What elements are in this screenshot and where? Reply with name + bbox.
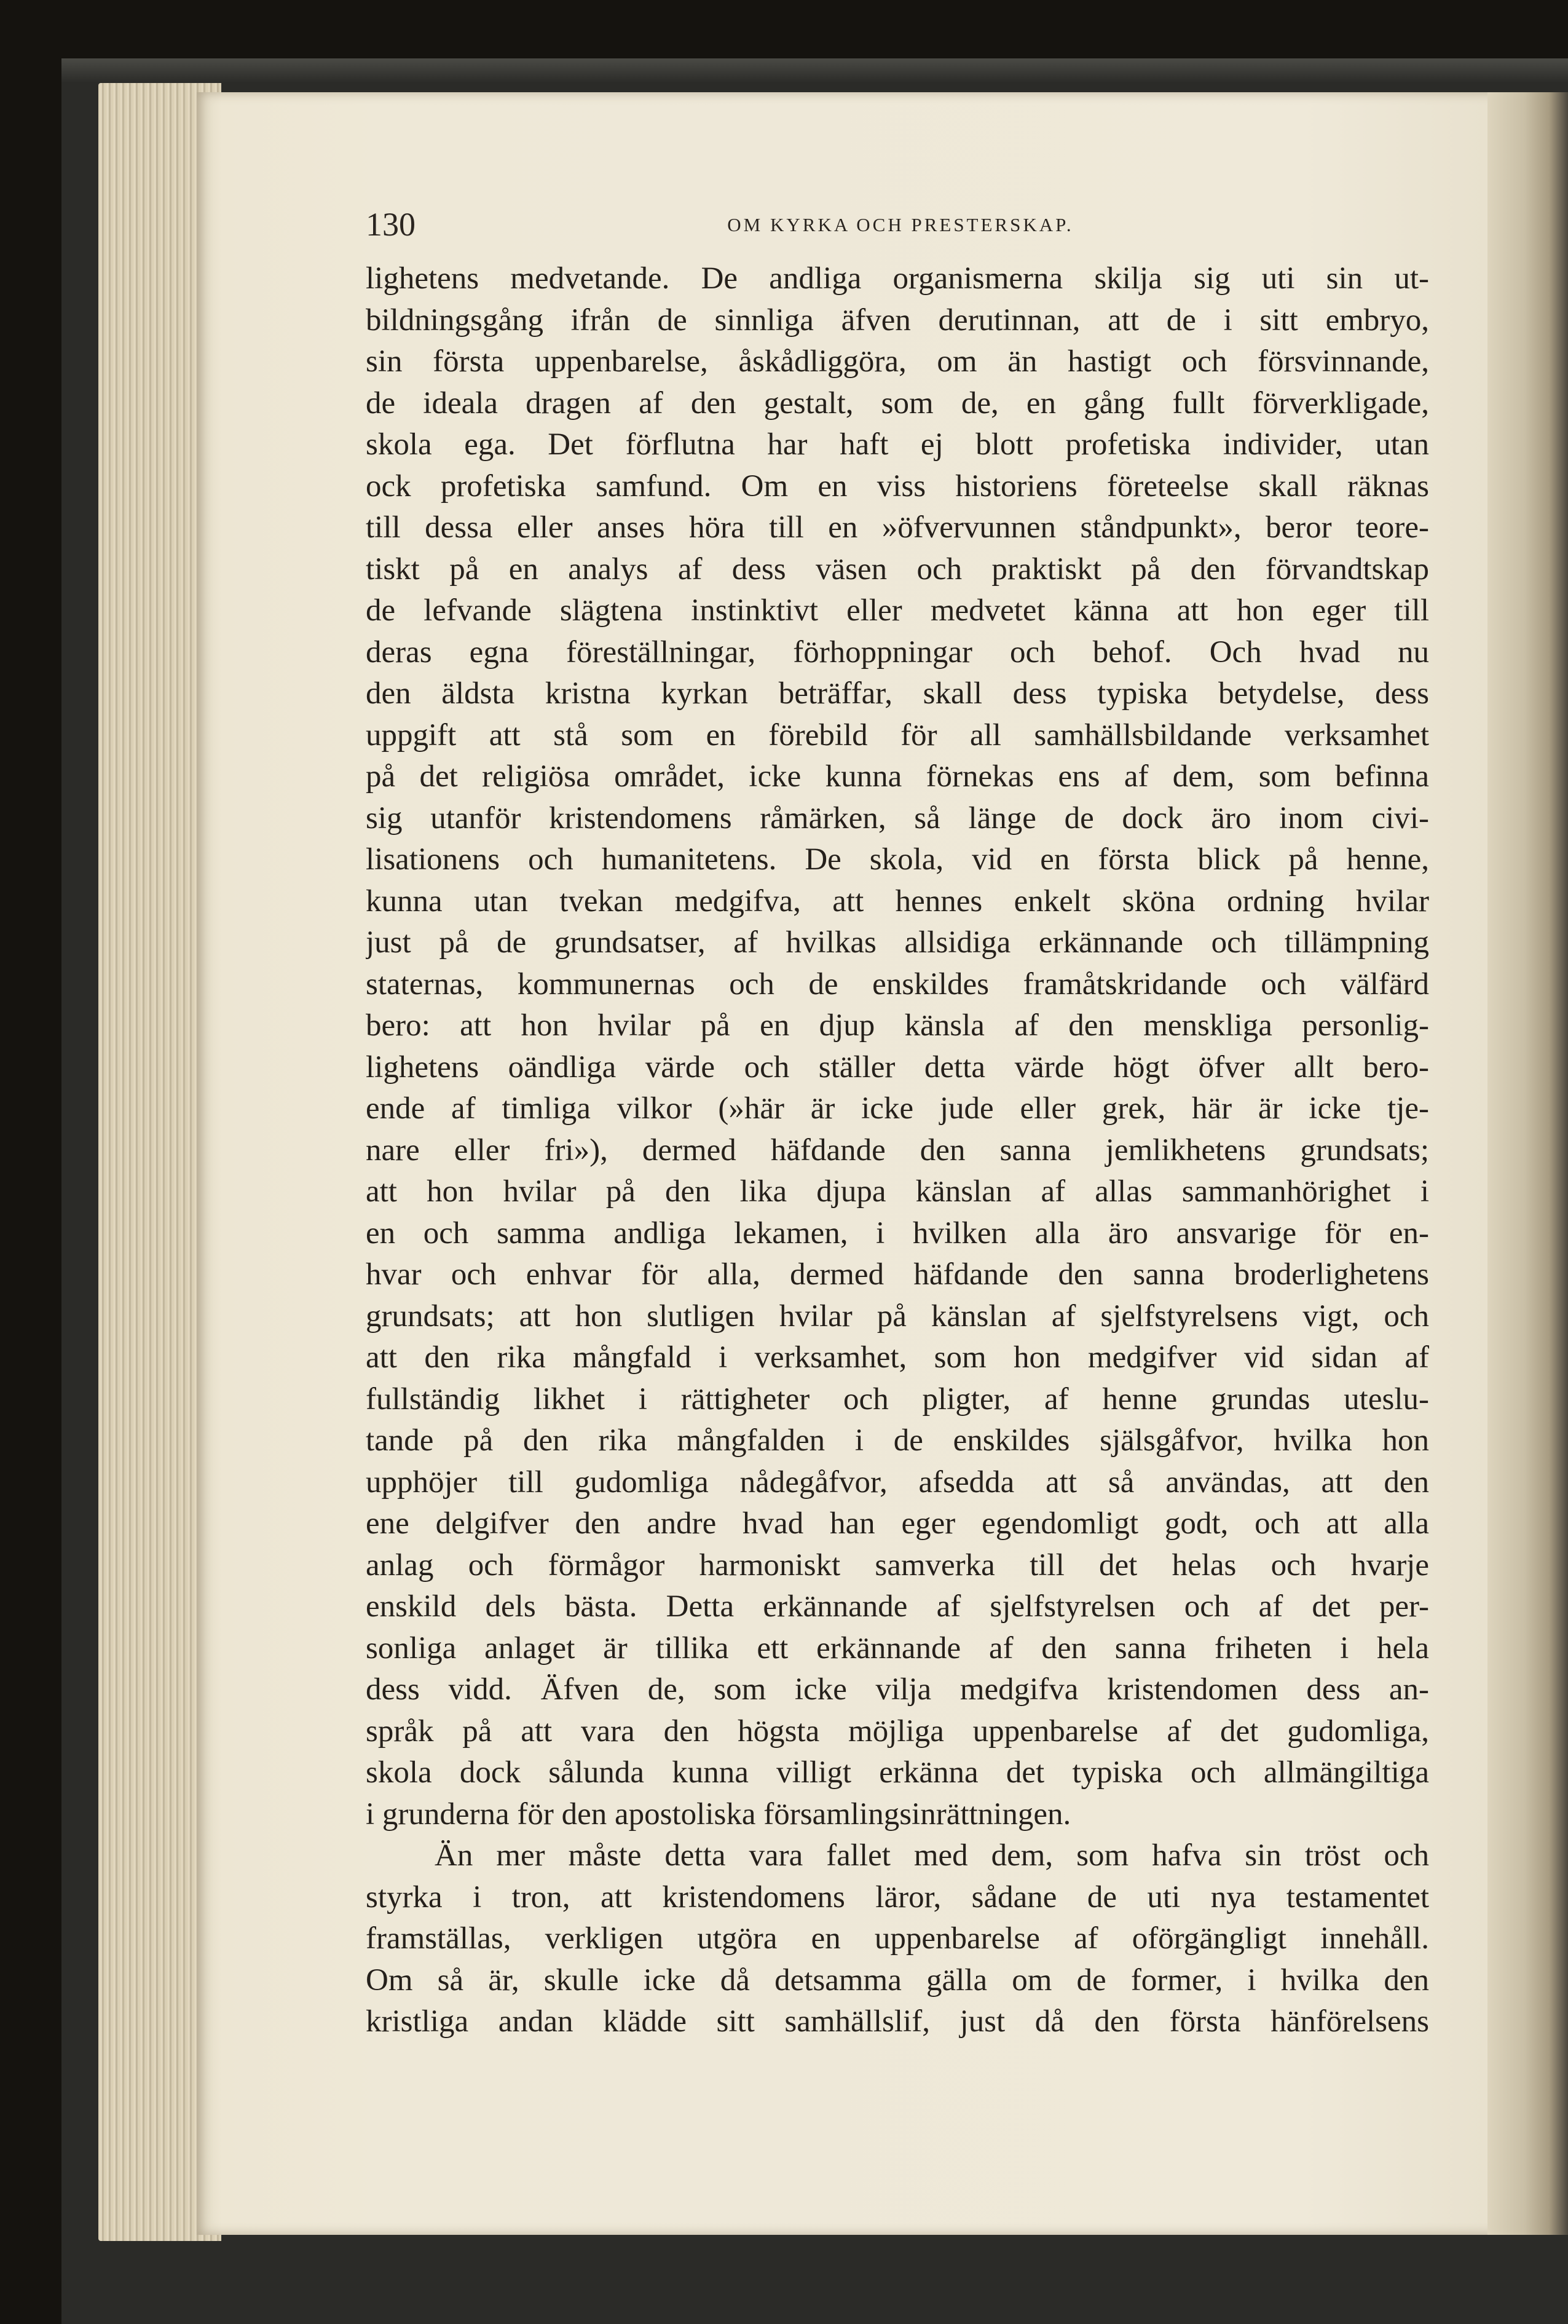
text-line: Om så är, skulle icke då detsamma gälla om de former, i hvilka den bbox=[366, 1962, 1429, 1998]
text-line: grundsats; att hon slutligen hvilar på känslan af sjelfstyrelsens vigt, och bbox=[366, 1298, 1429, 1334]
text-line: tande på den rika mångfalden i de enskildes själsgåfvor, hvilka hon bbox=[366, 1423, 1429, 1458]
text-line: ende af timliga vilkor (»här är icke jude eller grek, här är icke tje- bbox=[366, 1091, 1429, 1126]
text-line: skola dock sålunda kunna villigt erkänna det typiska och allmängiltiga bbox=[366, 1755, 1429, 1790]
cover-edge bbox=[61, 58, 1568, 83]
text-line: lighetens oändliga värde och ställer detta värde högt öfver allt bero- bbox=[366, 1049, 1429, 1085]
text-line: dess vidd. Äfven de, som icke vilja medgifva kristendomen dess an- bbox=[366, 1672, 1429, 1707]
text-line: sig utanför kristendomens råmärken, så länge de dock äro inom civi- bbox=[366, 800, 1429, 836]
text-line: hvar och enhvar för alla, dermed häfdande den sanna broderlighetens bbox=[366, 1257, 1429, 1292]
text-line: till dessa eller anses höra till en »öfvervunnen ståndpunkt», beror teore- bbox=[366, 510, 1429, 545]
text-line: upphöjer till gudomliga nådegåfvor, afsedda att så användas, att den bbox=[366, 1464, 1429, 1500]
text-line: framställas, verkligen utgöra en uppenbarelse af oförgängligt innehåll. bbox=[366, 1921, 1429, 1956]
text-line: de lefvande slägtena instinktivt eller medvetet känna att hon eger till bbox=[366, 593, 1429, 628]
running-head: OM KYRKA OCH PRESTERSKAP. bbox=[727, 214, 1074, 235]
text-line: staternas, kommunernas och de enskildes framåtskridande och välfärd bbox=[366, 966, 1429, 1002]
text-line: att den rika mångfald i verksamhet, som hon medgifver vid sidan af bbox=[366, 1340, 1429, 1375]
text-line: bero: att hon hvilar på en djup känsla af den menskliga personlig- bbox=[366, 1008, 1429, 1043]
text-line: styrka i tron, att kristendomens läror, sådane de uti nya testamentet bbox=[366, 1879, 1429, 1915]
text-line: lisationens och humanitetens. De skola, vid en första blick på henne, bbox=[366, 842, 1429, 877]
text-line: att hon hvilar på den lika djupa känslan af allas sammanhörighet i bbox=[366, 1174, 1429, 1209]
text-line: skola ega. Det förflutna har haft ej blott profetiska individer, utan bbox=[366, 427, 1429, 462]
text-line: den äldsta kristna kyrkan beträffar, skall dess typiska betydelse, dess bbox=[366, 676, 1429, 711]
paragraph-end-line: i grunderna för den apostoliska församlingsinrättningen. bbox=[366, 1796, 1071, 1832]
text-line: fullständig likhet i rättigheter och pligter, af henne grundas uteslu- bbox=[366, 1381, 1429, 1417]
text-line: lighetens medvetande. De andliga organismerna skilja sig uti sin ut- bbox=[366, 261, 1429, 296]
body-text bbox=[366, 258, 1429, 2043]
text-line: nare eller fri»), dermed häfdande den sanna jemlikhetens grundsats; bbox=[366, 1132, 1429, 1168]
text-line: på det religiösa området, icke kunna förnekas ens af dem, som befinna bbox=[366, 759, 1429, 794]
text-line: sonliga anlaget är tillika ett erkännande af den sanna friheten i hela bbox=[366, 1630, 1429, 1666]
paragraph-start-line: Än mer måste detta vara fallet med dem, som hafva sin tröst och bbox=[435, 1838, 1429, 1873]
text-line: ene delgifver den andre hvad han eger egendomligt godt, och att alla bbox=[366, 1506, 1429, 1541]
gutter-shadow bbox=[1487, 92, 1568, 2235]
text-line: bildningsgång ifrån de sinnliga äfven derutinnan, att de i sitt embryo, bbox=[366, 302, 1429, 338]
text-line: kristliga andan klädde sitt samhällslif, just då den första hänförelsens bbox=[366, 2004, 1429, 2039]
text-line: språk på att vara den högsta möjliga uppenbarelse af det gudomliga, bbox=[366, 1713, 1429, 1749]
text-line: ock profetiska samfund. Om en viss historiens företeelse skall räknas bbox=[366, 468, 1429, 504]
text-line: kunna utan tvekan medgifva, att hennes enkelt sköna ordning hvilar bbox=[366, 883, 1429, 919]
text-line: tiskt på en analys af dess väsen och praktiskt på den förvandtskap bbox=[366, 551, 1429, 587]
text-line: anlag och förmågor harmoniskt samverka till det helas och hvarje bbox=[366, 1547, 1429, 1583]
text-line: sin första uppenbarelse, åskådliggöra, om än hastigt och försvinnande, bbox=[366, 344, 1429, 379]
page-header bbox=[366, 203, 1435, 246]
text-line: en och samma andliga lekamen, i hvilken alla äro ansvarige för en- bbox=[366, 1215, 1429, 1251]
text-line: de ideala dragen af den gestalt, som de, en gång fullt förverkligade, bbox=[366, 385, 1429, 421]
text-line: just på de grundsatser, af hvilkas allsidiga erkännande och tillämpning bbox=[366, 925, 1429, 960]
text-line: deras egna föreställningar, förhoppningar och behof. Och hvad nu bbox=[366, 634, 1429, 670]
text-line: enskild dels bästa. Detta erkännande af sjelfstyrelsen och af det per- bbox=[366, 1589, 1429, 1624]
page-number: 130 bbox=[366, 206, 416, 243]
text-line: uppgift att stå som en förebild för all samhällsbildande verksamhet bbox=[366, 717, 1429, 753]
